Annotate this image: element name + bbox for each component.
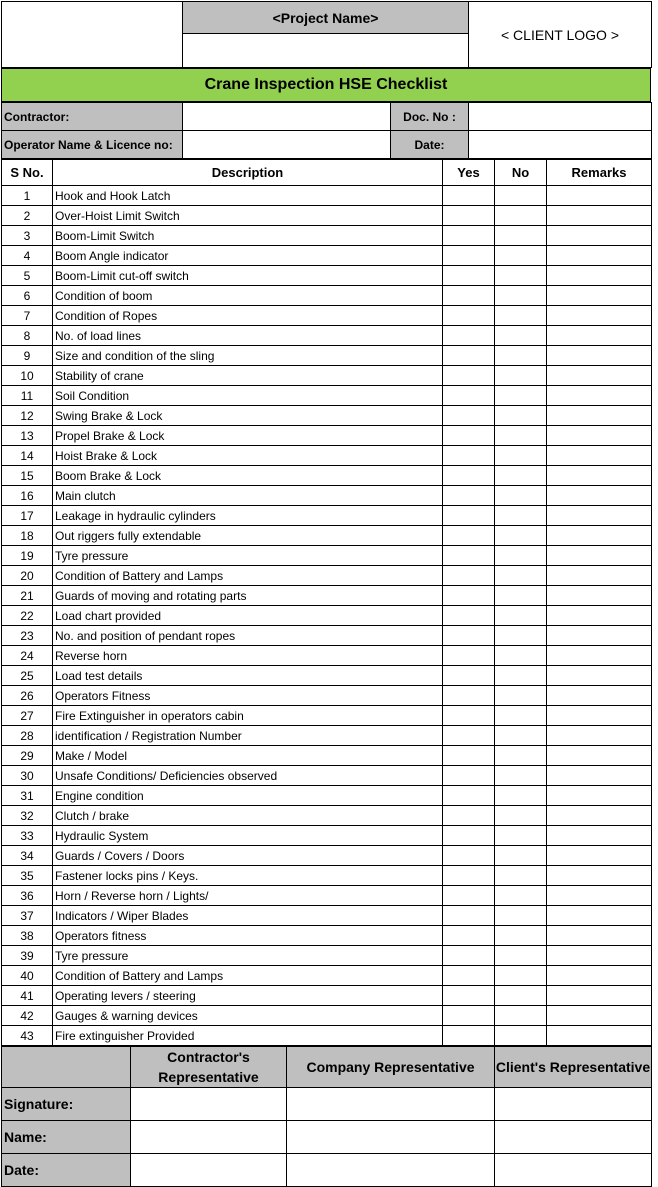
table-row bbox=[2, 286, 652, 306]
table-row bbox=[2, 966, 652, 986]
item-description: Guards / Covers / Doors bbox=[53, 846, 443, 866]
item-yes-cell[interactable] bbox=[443, 966, 495, 986]
item-remarks-cell[interactable] bbox=[547, 446, 652, 466]
item-number: 9 bbox=[2, 346, 53, 366]
item-yes-cell[interactable] bbox=[443, 1026, 495, 1046]
item-remarks-cell[interactable] bbox=[547, 386, 652, 406]
item-description: Condition of boom bbox=[53, 286, 443, 306]
item-number: 6 bbox=[2, 286, 53, 306]
doc-no-field[interactable] bbox=[469, 103, 652, 131]
table-row bbox=[2, 546, 652, 566]
table-row bbox=[2, 746, 652, 766]
item-yes-cell[interactable] bbox=[443, 426, 495, 446]
item-yes-cell[interactable] bbox=[443, 706, 495, 726]
item-number: 29 bbox=[2, 746, 53, 766]
item-yes-cell[interactable] bbox=[443, 506, 495, 526]
table-row bbox=[2, 666, 652, 686]
table-row bbox=[2, 506, 652, 526]
item-remarks-cell[interactable] bbox=[547, 626, 652, 646]
company-name-field[interactable] bbox=[287, 1121, 495, 1154]
table-row bbox=[2, 906, 652, 926]
item-remarks-cell[interactable] bbox=[547, 806, 652, 826]
client-date-field[interactable] bbox=[495, 1154, 652, 1187]
item-description: Indicators / Wiper Blades bbox=[53, 906, 443, 926]
header-blank-cell bbox=[2, 2, 183, 68]
table-row bbox=[2, 246, 652, 266]
table-row bbox=[2, 266, 652, 286]
item-number: 21 bbox=[2, 586, 53, 606]
client-signature-field[interactable] bbox=[495, 1088, 652, 1121]
col-sno-header: S No. bbox=[2, 160, 53, 186]
page-title: Crane Inspection HSE Checklist bbox=[2, 69, 651, 102]
checklist-sheet bbox=[1, 1, 651, 1187]
item-description: identification / Registration Number bbox=[53, 726, 443, 746]
doc-no-label: Doc. No : bbox=[391, 103, 469, 131]
item-yes-cell[interactable] bbox=[443, 566, 495, 586]
item-number: 38 bbox=[2, 926, 53, 946]
item-no-cell[interactable] bbox=[495, 346, 547, 366]
item-description: Gauges & warning devices bbox=[53, 1006, 443, 1026]
item-no-cell[interactable] bbox=[495, 466, 547, 486]
item-no-cell[interactable] bbox=[495, 966, 547, 986]
item-yes-cell[interactable] bbox=[443, 846, 495, 866]
table-row bbox=[2, 926, 652, 946]
item-number: 5 bbox=[2, 266, 53, 286]
company-signature-field[interactable] bbox=[287, 1088, 495, 1121]
table-row bbox=[2, 826, 652, 846]
item-number: 7 bbox=[2, 306, 53, 326]
project-name: <Project Name> bbox=[183, 2, 469, 34]
item-remarks-cell[interactable] bbox=[547, 606, 652, 626]
item-remarks-cell[interactable] bbox=[547, 486, 652, 506]
item-yes-cell[interactable] bbox=[443, 266, 495, 286]
table-row bbox=[2, 646, 652, 666]
item-number: 2 bbox=[2, 206, 53, 226]
item-number: 39 bbox=[2, 946, 53, 966]
item-yes-cell[interactable] bbox=[443, 226, 495, 246]
item-remarks-cell[interactable] bbox=[547, 546, 652, 566]
item-yes-cell[interactable] bbox=[443, 546, 495, 566]
company-date-field[interactable] bbox=[287, 1154, 495, 1187]
item-yes-cell[interactable] bbox=[443, 766, 495, 786]
item-no-cell[interactable] bbox=[495, 306, 547, 326]
item-remarks-cell[interactable] bbox=[547, 906, 652, 926]
contractor-signature-field[interactable] bbox=[131, 1088, 287, 1121]
item-remarks-cell[interactable] bbox=[547, 946, 652, 966]
item-description: Condition of Ropes bbox=[53, 306, 443, 326]
item-no-cell[interactable] bbox=[495, 246, 547, 266]
info-table bbox=[1, 102, 652, 159]
item-remarks-cell[interactable] bbox=[547, 746, 652, 766]
item-no-cell[interactable] bbox=[495, 366, 547, 386]
item-no-cell[interactable] bbox=[495, 506, 547, 526]
item-description: No. and position of pendant ropes bbox=[53, 626, 443, 646]
item-description: Soil Condition bbox=[53, 386, 443, 406]
operator-label: Operator Name & Licence no: bbox=[2, 131, 183, 159]
item-no-cell[interactable] bbox=[495, 1026, 547, 1046]
col-yes-header: Yes bbox=[443, 160, 495, 186]
item-description: Stability of crane bbox=[53, 366, 443, 386]
item-description: Reverse horn bbox=[53, 646, 443, 666]
item-remarks-cell[interactable] bbox=[547, 886, 652, 906]
table-row bbox=[2, 366, 652, 386]
item-remarks-cell[interactable] bbox=[547, 506, 652, 526]
item-number: 43 bbox=[2, 1026, 53, 1046]
item-yes-cell[interactable] bbox=[443, 986, 495, 1006]
item-yes-cell[interactable] bbox=[443, 346, 495, 366]
item-no-cell[interactable] bbox=[495, 926, 547, 946]
item-remarks-cell[interactable] bbox=[547, 306, 652, 326]
item-number: 33 bbox=[2, 826, 53, 846]
client-name-field[interactable] bbox=[495, 1121, 652, 1154]
col-no-header: No bbox=[495, 160, 547, 186]
table-row bbox=[2, 986, 652, 1006]
item-yes-cell[interactable] bbox=[443, 666, 495, 686]
contractor-label: Contractor: bbox=[2, 103, 183, 131]
item-number: 31 bbox=[2, 786, 53, 806]
item-number: 12 bbox=[2, 406, 53, 426]
item-yes-cell[interactable] bbox=[443, 586, 495, 606]
item-no-cell[interactable] bbox=[495, 1006, 547, 1026]
item-no-cell[interactable] bbox=[495, 186, 547, 206]
table-row bbox=[2, 846, 652, 866]
item-remarks-cell[interactable] bbox=[547, 926, 652, 946]
item-description: Boom Angle indicator bbox=[53, 246, 443, 266]
item-yes-cell[interactable] bbox=[443, 726, 495, 746]
item-no-cell[interactable] bbox=[495, 986, 547, 1006]
item-description: Boom-Limit cut-off switch bbox=[53, 266, 443, 286]
item-number: 42 bbox=[2, 1006, 53, 1026]
item-number: 24 bbox=[2, 646, 53, 666]
item-description: Unsafe Conditions/ Deficiencies observed bbox=[53, 766, 443, 786]
date-label: Date: bbox=[391, 131, 469, 159]
item-no-cell[interactable] bbox=[495, 326, 547, 346]
item-remarks-cell[interactable] bbox=[547, 986, 652, 1006]
item-description: Hydraulic System bbox=[53, 826, 443, 846]
item-description: Tyre pressure bbox=[53, 946, 443, 966]
item-description: Guards of moving and rotating parts bbox=[53, 586, 443, 606]
item-number: 34 bbox=[2, 846, 53, 866]
table-row bbox=[2, 526, 652, 546]
item-no-cell[interactable] bbox=[495, 426, 547, 446]
item-description: Propel Brake & Lock bbox=[53, 426, 443, 446]
project-name-field[interactable] bbox=[183, 34, 469, 68]
table-row bbox=[2, 446, 652, 466]
item-no-cell[interactable] bbox=[495, 646, 547, 666]
item-remarks-cell[interactable] bbox=[547, 206, 652, 226]
item-yes-cell[interactable] bbox=[443, 306, 495, 326]
table-row bbox=[2, 346, 652, 366]
item-remarks-cell[interactable] bbox=[547, 346, 652, 366]
item-no-cell[interactable] bbox=[495, 826, 547, 846]
client-logo-placeholder: < CLIENT LOGO > bbox=[469, 2, 652, 68]
item-remarks-cell[interactable] bbox=[547, 686, 652, 706]
item-no-cell[interactable] bbox=[495, 446, 547, 466]
item-yes-cell[interactable] bbox=[443, 886, 495, 906]
item-no-cell[interactable] bbox=[495, 266, 547, 286]
item-no-cell[interactable] bbox=[495, 806, 547, 826]
item-number: 4 bbox=[2, 246, 53, 266]
item-remarks-cell[interactable] bbox=[547, 1006, 652, 1026]
item-remarks-cell[interactable] bbox=[547, 586, 652, 606]
item-yes-cell[interactable] bbox=[443, 806, 495, 826]
item-no-cell[interactable] bbox=[495, 626, 547, 646]
table-row bbox=[2, 866, 652, 886]
item-number: 41 bbox=[2, 986, 53, 1006]
item-no-cell[interactable] bbox=[495, 726, 547, 746]
item-description: Horn / Reverse horn / Lights/ bbox=[53, 886, 443, 906]
company-rep-header: Company Representative bbox=[287, 1047, 495, 1088]
item-yes-cell[interactable] bbox=[443, 326, 495, 346]
item-no-cell[interactable] bbox=[495, 606, 547, 626]
item-description: Operators fitness bbox=[53, 926, 443, 946]
item-yes-cell[interactable] bbox=[443, 526, 495, 546]
table-row bbox=[2, 626, 652, 646]
item-remarks-cell[interactable] bbox=[547, 286, 652, 306]
table-row bbox=[2, 686, 652, 706]
checklist-table bbox=[1, 159, 652, 1046]
col-remarks-header: Remarks bbox=[547, 160, 652, 186]
item-description: Operators Fitness bbox=[53, 686, 443, 706]
item-number: 19 bbox=[2, 546, 53, 566]
item-no-cell[interactable] bbox=[495, 846, 547, 866]
item-no-cell[interactable] bbox=[495, 946, 547, 966]
name-label: Name: bbox=[2, 1121, 131, 1154]
table-row bbox=[2, 226, 652, 246]
item-remarks-cell[interactable] bbox=[547, 326, 652, 346]
item-description: Main clutch bbox=[53, 486, 443, 506]
item-yes-cell[interactable] bbox=[443, 286, 495, 306]
signoff-table bbox=[1, 1046, 652, 1187]
item-yes-cell[interactable] bbox=[443, 866, 495, 886]
item-description: Boom-Limit Switch bbox=[53, 226, 443, 246]
item-no-cell[interactable] bbox=[495, 386, 547, 406]
item-remarks-cell[interactable] bbox=[547, 266, 652, 286]
item-number: 20 bbox=[2, 566, 53, 586]
item-number: 27 bbox=[2, 706, 53, 726]
item-no-cell[interactable] bbox=[495, 546, 547, 566]
item-number: 11 bbox=[2, 386, 53, 406]
item-yes-cell[interactable] bbox=[443, 466, 495, 486]
item-yes-cell[interactable] bbox=[443, 626, 495, 646]
item-remarks-cell[interactable] bbox=[547, 966, 652, 986]
item-yes-cell[interactable] bbox=[443, 826, 495, 846]
item-yes-cell[interactable] bbox=[443, 446, 495, 466]
header-table bbox=[1, 1, 652, 68]
table-row bbox=[2, 1026, 652, 1046]
title-table bbox=[1, 68, 651, 102]
item-number: 17 bbox=[2, 506, 53, 526]
item-number: 37 bbox=[2, 906, 53, 926]
item-remarks-cell[interactable] bbox=[547, 866, 652, 886]
signature-label: Signature: bbox=[2, 1088, 131, 1121]
table-row bbox=[2, 406, 652, 426]
item-no-cell[interactable] bbox=[495, 286, 547, 306]
table-row bbox=[2, 486, 652, 506]
item-remarks-cell[interactable] bbox=[547, 666, 652, 686]
item-number: 23 bbox=[2, 626, 53, 646]
item-remarks-cell[interactable] bbox=[547, 646, 652, 666]
item-description: Load chart provided bbox=[53, 606, 443, 626]
item-no-cell[interactable] bbox=[495, 586, 547, 606]
table-row bbox=[2, 786, 652, 806]
table-row bbox=[2, 566, 652, 586]
item-remarks-cell[interactable] bbox=[547, 526, 652, 546]
item-yes-cell[interactable] bbox=[443, 1006, 495, 1026]
item-remarks-cell[interactable] bbox=[547, 186, 652, 206]
item-remarks-cell[interactable] bbox=[547, 246, 652, 266]
item-remarks-cell[interactable] bbox=[547, 426, 652, 446]
item-description: Clutch / brake bbox=[53, 806, 443, 826]
item-yes-cell[interactable] bbox=[443, 606, 495, 626]
checklist-body bbox=[2, 186, 652, 1046]
item-description: Fire extinguisher Provided bbox=[53, 1026, 443, 1046]
item-no-cell[interactable] bbox=[495, 886, 547, 906]
item-remarks-cell[interactable] bbox=[547, 846, 652, 866]
item-number: 28 bbox=[2, 726, 53, 746]
table-row bbox=[2, 606, 652, 626]
item-description: Fastener locks pins / Keys. bbox=[53, 866, 443, 886]
item-number: 14 bbox=[2, 446, 53, 466]
item-no-cell[interactable] bbox=[495, 866, 547, 886]
table-row bbox=[2, 306, 652, 326]
item-yes-cell[interactable] bbox=[443, 406, 495, 426]
item-number: 36 bbox=[2, 886, 53, 906]
item-remarks-cell[interactable] bbox=[547, 566, 652, 586]
item-no-cell[interactable] bbox=[495, 786, 547, 806]
item-description: Tyre pressure bbox=[53, 546, 443, 566]
item-yes-cell[interactable] bbox=[443, 686, 495, 706]
item-number: 18 bbox=[2, 526, 53, 546]
item-yes-cell[interactable] bbox=[443, 206, 495, 226]
item-number: 32 bbox=[2, 806, 53, 826]
item-description: Condition of Battery and Lamps bbox=[53, 566, 443, 586]
item-yes-cell[interactable] bbox=[443, 186, 495, 206]
item-description: Operating levers / steering bbox=[53, 986, 443, 1006]
item-remarks-cell[interactable] bbox=[547, 406, 652, 426]
item-description: Out riggers fully extendable bbox=[53, 526, 443, 546]
item-number: 40 bbox=[2, 966, 53, 986]
table-row bbox=[2, 806, 652, 826]
item-yes-cell[interactable] bbox=[443, 906, 495, 926]
item-remarks-cell[interactable] bbox=[547, 706, 652, 726]
item-remarks-cell[interactable] bbox=[547, 766, 652, 786]
item-number: 30 bbox=[2, 766, 53, 786]
table-row bbox=[2, 726, 652, 746]
table-row bbox=[2, 946, 652, 966]
item-remarks-cell[interactable] bbox=[547, 826, 652, 846]
item-no-cell[interactable] bbox=[495, 206, 547, 226]
item-description: Condition of Battery and Lamps bbox=[53, 966, 443, 986]
table-row bbox=[2, 706, 652, 726]
contractor-rep-header: Contractor's Representative bbox=[131, 1047, 287, 1088]
item-no-cell[interactable] bbox=[495, 526, 547, 546]
table-row bbox=[2, 206, 652, 226]
item-number: 15 bbox=[2, 466, 53, 486]
item-number: 35 bbox=[2, 866, 53, 886]
item-yes-cell[interactable] bbox=[443, 926, 495, 946]
item-number: 13 bbox=[2, 426, 53, 446]
table-row bbox=[2, 426, 652, 446]
date-field[interactable] bbox=[469, 131, 652, 159]
item-number: 8 bbox=[2, 326, 53, 346]
operator-field[interactable] bbox=[183, 131, 391, 159]
item-remarks-cell[interactable] bbox=[547, 226, 652, 246]
item-yes-cell[interactable] bbox=[443, 646, 495, 666]
item-number: 16 bbox=[2, 486, 53, 506]
contractor-name-field[interactable] bbox=[131, 1121, 287, 1154]
item-description: No. of load lines bbox=[53, 326, 443, 346]
table-row bbox=[2, 586, 652, 606]
item-description: Make / Model bbox=[53, 746, 443, 766]
item-number: 25 bbox=[2, 666, 53, 686]
table-row bbox=[2, 886, 652, 906]
item-yes-cell[interactable] bbox=[443, 746, 495, 766]
item-remarks-cell[interactable] bbox=[547, 366, 652, 386]
table-row bbox=[2, 386, 652, 406]
item-yes-cell[interactable] bbox=[443, 366, 495, 386]
item-no-cell[interactable] bbox=[495, 566, 547, 586]
item-description: Swing Brake & Lock bbox=[53, 406, 443, 426]
item-yes-cell[interactable] bbox=[443, 246, 495, 266]
item-yes-cell[interactable] bbox=[443, 386, 495, 406]
col-description-header: Description bbox=[53, 160, 443, 186]
item-yes-cell[interactable] bbox=[443, 486, 495, 506]
client-rep-header: Client's Representative bbox=[495, 1047, 652, 1088]
item-description: Engine condition bbox=[53, 786, 443, 806]
signoff-blank-header bbox=[2, 1047, 131, 1088]
item-description: Hoist Brake & Lock bbox=[53, 446, 443, 466]
item-yes-cell[interactable] bbox=[443, 786, 495, 806]
item-no-cell[interactable] bbox=[495, 226, 547, 246]
item-no-cell[interactable] bbox=[495, 766, 547, 786]
signoff-date-label: Date: bbox=[2, 1154, 131, 1187]
item-description: Size and condition of the sling bbox=[53, 346, 443, 366]
item-no-cell[interactable] bbox=[495, 486, 547, 506]
item-no-cell[interactable] bbox=[495, 746, 547, 766]
item-number: 10 bbox=[2, 366, 53, 386]
item-no-cell[interactable] bbox=[495, 706, 547, 726]
item-number: 26 bbox=[2, 686, 53, 706]
item-description: Boom Brake & Lock bbox=[53, 466, 443, 486]
table-row bbox=[2, 186, 652, 206]
item-number: 22 bbox=[2, 606, 53, 626]
table-row bbox=[2, 1006, 652, 1026]
item-description: Load test details bbox=[53, 666, 443, 686]
item-yes-cell[interactable] bbox=[443, 946, 495, 966]
contractor-date-field[interactable] bbox=[131, 1154, 287, 1187]
item-number: 3 bbox=[2, 226, 53, 246]
table-row bbox=[2, 766, 652, 786]
item-no-cell[interactable] bbox=[495, 906, 547, 926]
item-no-cell[interactable] bbox=[495, 686, 547, 706]
contractor-field[interactable] bbox=[183, 103, 391, 131]
item-remarks-cell[interactable] bbox=[547, 786, 652, 806]
table-row bbox=[2, 466, 652, 486]
item-no-cell[interactable] bbox=[495, 666, 547, 686]
item-description: Hook and Hook Latch bbox=[53, 186, 443, 206]
item-description: Leakage in hydraulic cylinders bbox=[53, 506, 443, 526]
item-remarks-cell[interactable] bbox=[547, 466, 652, 486]
item-description: Over-Hoist Limit Switch bbox=[53, 206, 443, 226]
item-remarks-cell[interactable] bbox=[547, 726, 652, 746]
item-no-cell[interactable] bbox=[495, 406, 547, 426]
item-description: Fire Extinguisher in operators cabin bbox=[53, 706, 443, 726]
item-number: 1 bbox=[2, 186, 53, 206]
item-remarks-cell[interactable] bbox=[547, 1026, 652, 1046]
table-row bbox=[2, 326, 652, 346]
